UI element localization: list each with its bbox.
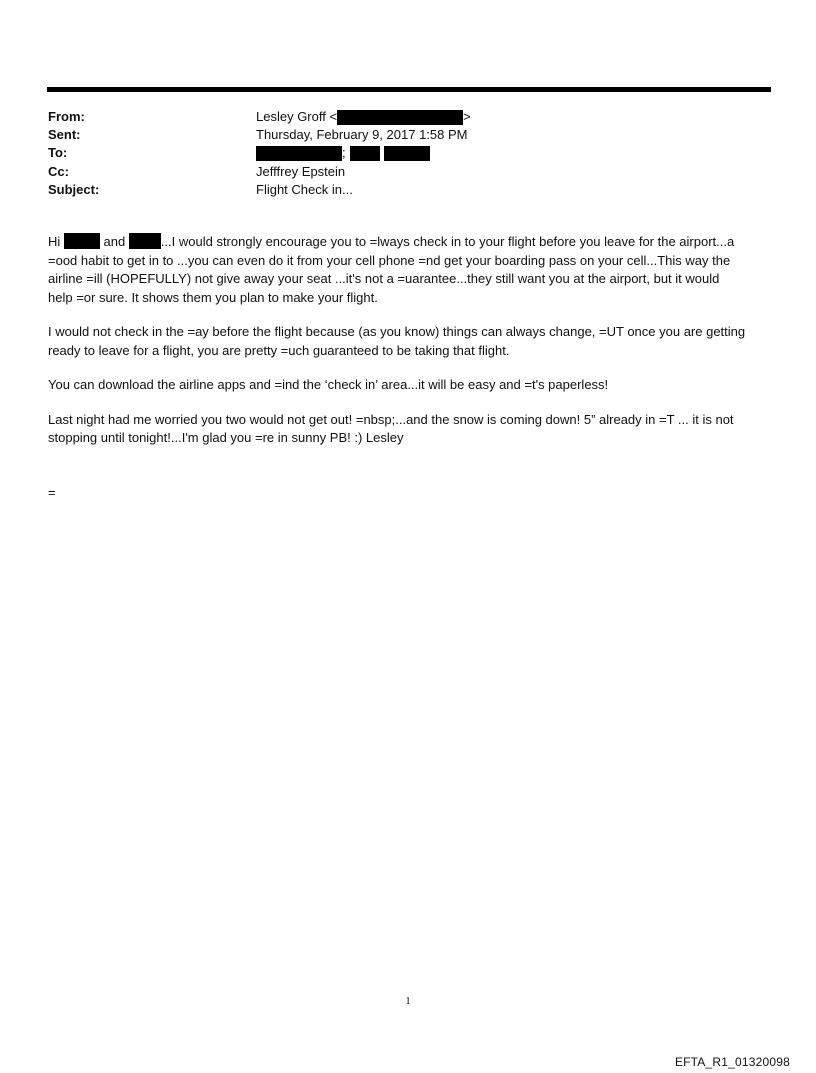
to-separator: ; xyxy=(342,145,346,161)
p1-line-3: airline =ill (HOPEFULLY) not give away your seat ...it's not a =uarantee...they still want you at the airport, but it would xyxy=(48,271,720,286)
cc-row xyxy=(48,163,770,181)
redacted-name-1 xyxy=(64,233,100,249)
sent-label: Sent: xyxy=(48,127,81,143)
cc-label: Cc: xyxy=(48,163,69,179)
cc-value: Jefffrey Epstein xyxy=(256,163,346,179)
trailing-equals: = xyxy=(48,485,56,500)
body-paragraph-2 xyxy=(48,323,772,360)
to-row xyxy=(48,144,770,162)
p1-line-4: help =or sure. It shows them you plan to make your flight. xyxy=(48,289,378,305)
redacted-recipient-2-last xyxy=(384,146,430,161)
body-paragraph-3 xyxy=(48,376,772,395)
subject-row xyxy=(48,181,770,199)
p1-line-1: ...I would strongly encourage you to =lways check in to your flight before you leave for the airport...a xyxy=(160,234,735,249)
from-close-bracket: > xyxy=(463,109,471,124)
subject-value: Flight Check in... xyxy=(256,181,353,197)
redacted-recipient-2-first xyxy=(350,146,380,161)
redacted-recipient-1 xyxy=(256,146,342,161)
to-label: To: xyxy=(48,145,68,161)
from-label: From: xyxy=(48,109,85,124)
to-value xyxy=(256,144,430,162)
body-paragraph-4 xyxy=(48,411,772,448)
redacted-name-2 xyxy=(129,233,161,249)
p4-line-2: stopping until tonight!...I'm glad you =re in sunny PB! :) Lesley xyxy=(48,430,404,445)
sent-row xyxy=(48,126,770,144)
body-paragraph-1 xyxy=(48,233,772,307)
subject-label: Subject: xyxy=(48,181,100,197)
sent-value: Thursday, February 9, 2017 1:58 PM xyxy=(256,127,468,143)
email-body xyxy=(48,233,772,464)
page-number: 1 xyxy=(405,995,411,1007)
from-row xyxy=(48,108,770,126)
p3-line-1: You can download the airline apps and =ind the ‘check in’ area...it will be easy and =t's paperless! xyxy=(48,377,609,392)
p2-line-2: ready to leave for a flight, you are pretty =uch guaranteed to be taking that flight. xyxy=(48,342,510,358)
header-divider-rule xyxy=(47,87,771,92)
p4-line-1: Last night had me worried you two would not get out! =nbsp;...and the snow is coming down! 5” already in =T ... it is not xyxy=(48,411,734,427)
greeting-and: and xyxy=(99,234,129,249)
email-header xyxy=(48,108,770,199)
from-name: Lesley Groff < xyxy=(256,109,338,124)
redacted-email-address xyxy=(337,110,463,125)
from-value xyxy=(256,108,471,126)
p2-line-1: I would not check in the =ay before the flight because (as you know) things can always change, =UT once you are getting xyxy=(48,324,746,339)
document-id: EFTA_R1_01320098 xyxy=(674,1055,790,1069)
greeting-hi: Hi xyxy=(48,234,64,249)
p1-line-2: =ood habit to get in to ...you can even do it from your cell phone =nd get your boarding pass on your cell...This way the xyxy=(48,252,731,268)
